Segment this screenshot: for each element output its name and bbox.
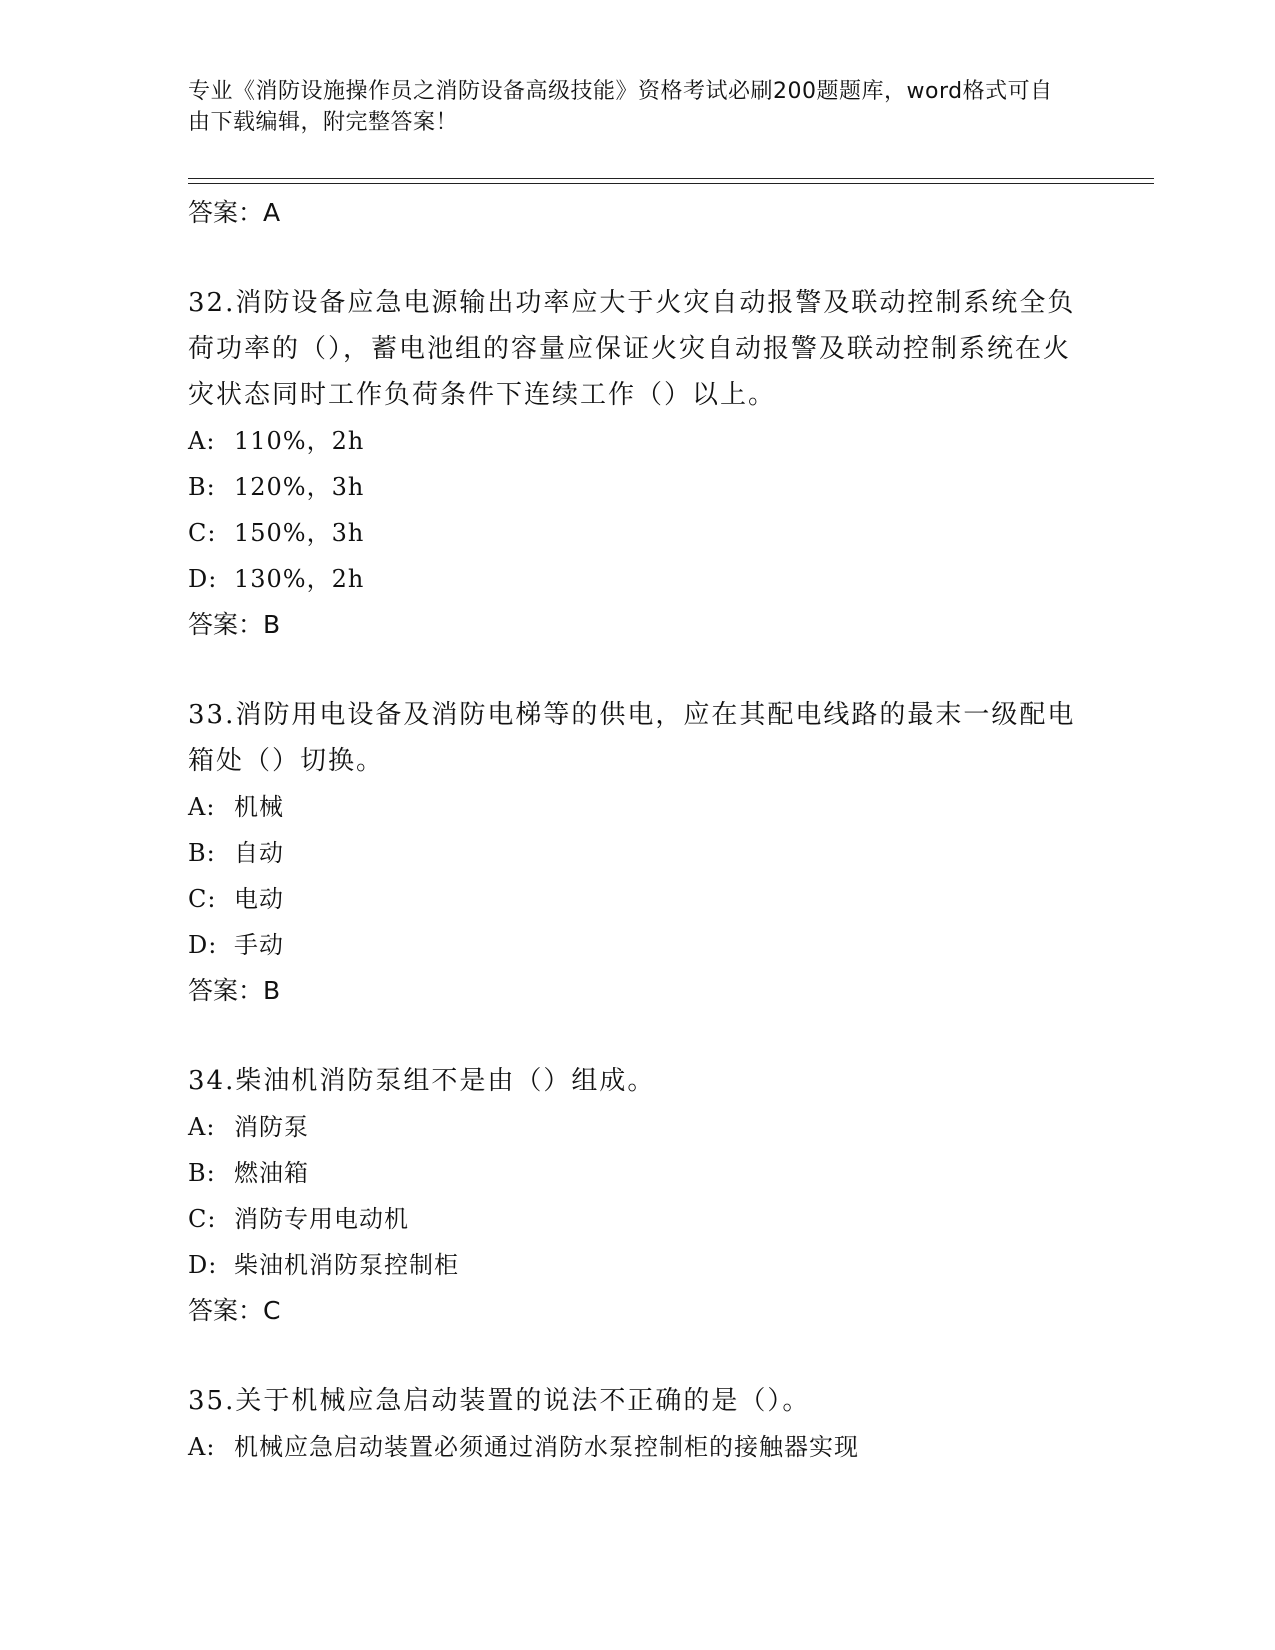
question-item (188, 1378, 1088, 1470)
option-text: 机械 (234, 793, 284, 821)
option-key: B: (188, 473, 216, 501)
option-key: A: (188, 1433, 216, 1461)
question-item (188, 280, 1088, 648)
option-key: B: (188, 1159, 216, 1187)
question-item (188, 692, 1088, 1014)
question-stem: 35.关于机械应急启动装置的说法不正确的是（）。 (188, 1386, 811, 1416)
option-text: 110%，2h (234, 427, 365, 455)
option-key: D: (188, 565, 218, 593)
option-key: C: (188, 885, 217, 913)
question-stem: 32.消防设备应急电源输出功率应大于火灾自动报警及联动控制系统全负荷功率的（），蓄电池组的容量应保证火灾自动报警及联动控制系统在火灾状态同时工作负荷条件下连续工作（）以上。 (188, 288, 1076, 410)
option-item (188, 510, 1088, 556)
option-item (188, 876, 1088, 922)
option-key: D: (188, 1251, 218, 1279)
header-rule-bottom (188, 183, 1154, 184)
option-text: 手动 (234, 931, 284, 959)
option-text: 柴油机消防泵控制柜 (234, 1251, 459, 1279)
answer-line: 答案：B (188, 976, 281, 1005)
answer-line: 答案：A (188, 198, 281, 227)
option-item (188, 1104, 1088, 1150)
option-text: 燃油箱 (234, 1159, 309, 1187)
option-key: C: (188, 519, 217, 547)
option-item (188, 1242, 1088, 1288)
option-item (188, 418, 1088, 464)
answer-line: 答案：C (188, 1296, 281, 1325)
option-text: 消防专用电动机 (234, 1205, 409, 1233)
option-key: A: (188, 793, 216, 821)
option-item (188, 1196, 1088, 1242)
option-text: 150%，3h (234, 519, 365, 547)
option-text: 130%，2h (234, 565, 365, 593)
option-text: 电动 (234, 885, 284, 913)
option-key: B: (188, 839, 216, 867)
question-list (188, 190, 1088, 1470)
option-item (188, 830, 1088, 876)
page-header: 专业《消防设施操作员之消防设备高级技能》资格考试必刷200题题库，word格式可自由下载编辑，附完整答案！ (188, 79, 1053, 135)
option-item (188, 1424, 1088, 1470)
header-rule-top (188, 178, 1154, 179)
option-key: A: (188, 427, 216, 455)
option-item (188, 922, 1088, 968)
option-item (188, 1150, 1088, 1196)
answer-line: 答案：B (188, 610, 281, 639)
option-key: C: (188, 1205, 217, 1233)
option-text: 机械应急启动装置必须通过消防水泵控制柜的接触器实现 (234, 1433, 859, 1461)
option-text: 消防泵 (234, 1113, 309, 1141)
question-stem: 34.柴油机消防泵组不是由（）组成。 (188, 1066, 656, 1096)
option-item (188, 464, 1088, 510)
option-item (188, 784, 1088, 830)
option-key: D: (188, 931, 218, 959)
question-stem: 33.消防用电设备及消防电梯等的供电，应在其配电线路的最末一级配电箱处（）切换。 (188, 700, 1076, 776)
question-item (188, 1058, 1088, 1334)
option-key: A: (188, 1113, 216, 1141)
option-text: 120%，3h (234, 473, 365, 501)
option-item (188, 556, 1088, 602)
option-text: 自动 (234, 839, 284, 867)
